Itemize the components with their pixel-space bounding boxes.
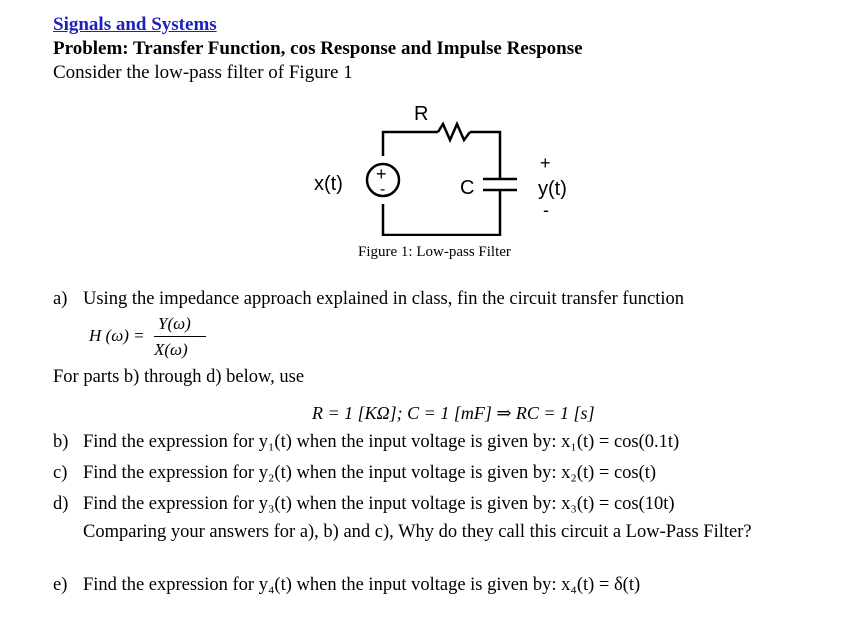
output-label: y(t) [538,178,567,200]
source-label: x(t) [314,173,343,195]
fraction-numerator: Y(ω) [158,314,191,333]
component-values: R = 1 [KΩ]; C = 1 [mF] ⇒ RC = 1 [s] [312,403,595,423]
capacitor-label: C [460,177,475,199]
part-c-text: Find the expression for y₂(t) when the input voltage is given by: x₂(t) = cos(t) [83,463,657,483]
for-parts-text: For parts b) through d) below, use [53,367,305,387]
output-plus: + [540,153,551,173]
wire-top-left [383,132,438,156]
resistor-label: R [414,103,429,125]
part-d-text: Find the expression for y₃(t) when the input voltage is given by: x₃(t) = cos(10t) [83,494,675,514]
fraction-denominator: X(ω) [154,340,188,359]
wire-bottom-right [383,190,500,235]
intro-text: Consider the low-pass filter of Figure 1 [53,62,353,83]
fraction-bar [154,336,206,337]
part-b-text: Find the expression for y₁(t) when the input voltage is given by: x₁(t) = cos(0.1t) [83,432,680,452]
part-d-label: d) [53,494,69,514]
problem-title: Problem: Transfer Function, cos Response and Impulse Response [53,38,583,59]
part-e-label: e) [53,575,68,595]
part-a-text: Using the impedance approach explained in class, fin the circuit transfer function [83,289,685,309]
wire-top-right [470,132,500,179]
circuit-diagram [300,96,580,236]
h-lhs: H (ω) = [89,326,145,345]
transfer-function-equation [86,314,226,362]
source-plus: + [376,164,387,184]
figure-caption: Figure 1: Low-pass Filter [358,244,511,260]
part-b-label: b) [53,432,69,452]
source-minus: - [380,181,386,198]
part-e-text: Find the expression for y₄(t) when the input voltage is given by: x₄(t) = δ(t) [83,575,641,595]
course-title[interactable]: Signals and Systems [53,14,217,35]
part-d-followup: Comparing your answers for a), b) and c), Why do they call this circuit a Low-Pass Filter? [83,522,752,542]
part-c-label: c) [53,463,68,483]
resistor [438,124,470,140]
part-a-label: a) [53,289,68,309]
output-minus: - [543,200,549,220]
